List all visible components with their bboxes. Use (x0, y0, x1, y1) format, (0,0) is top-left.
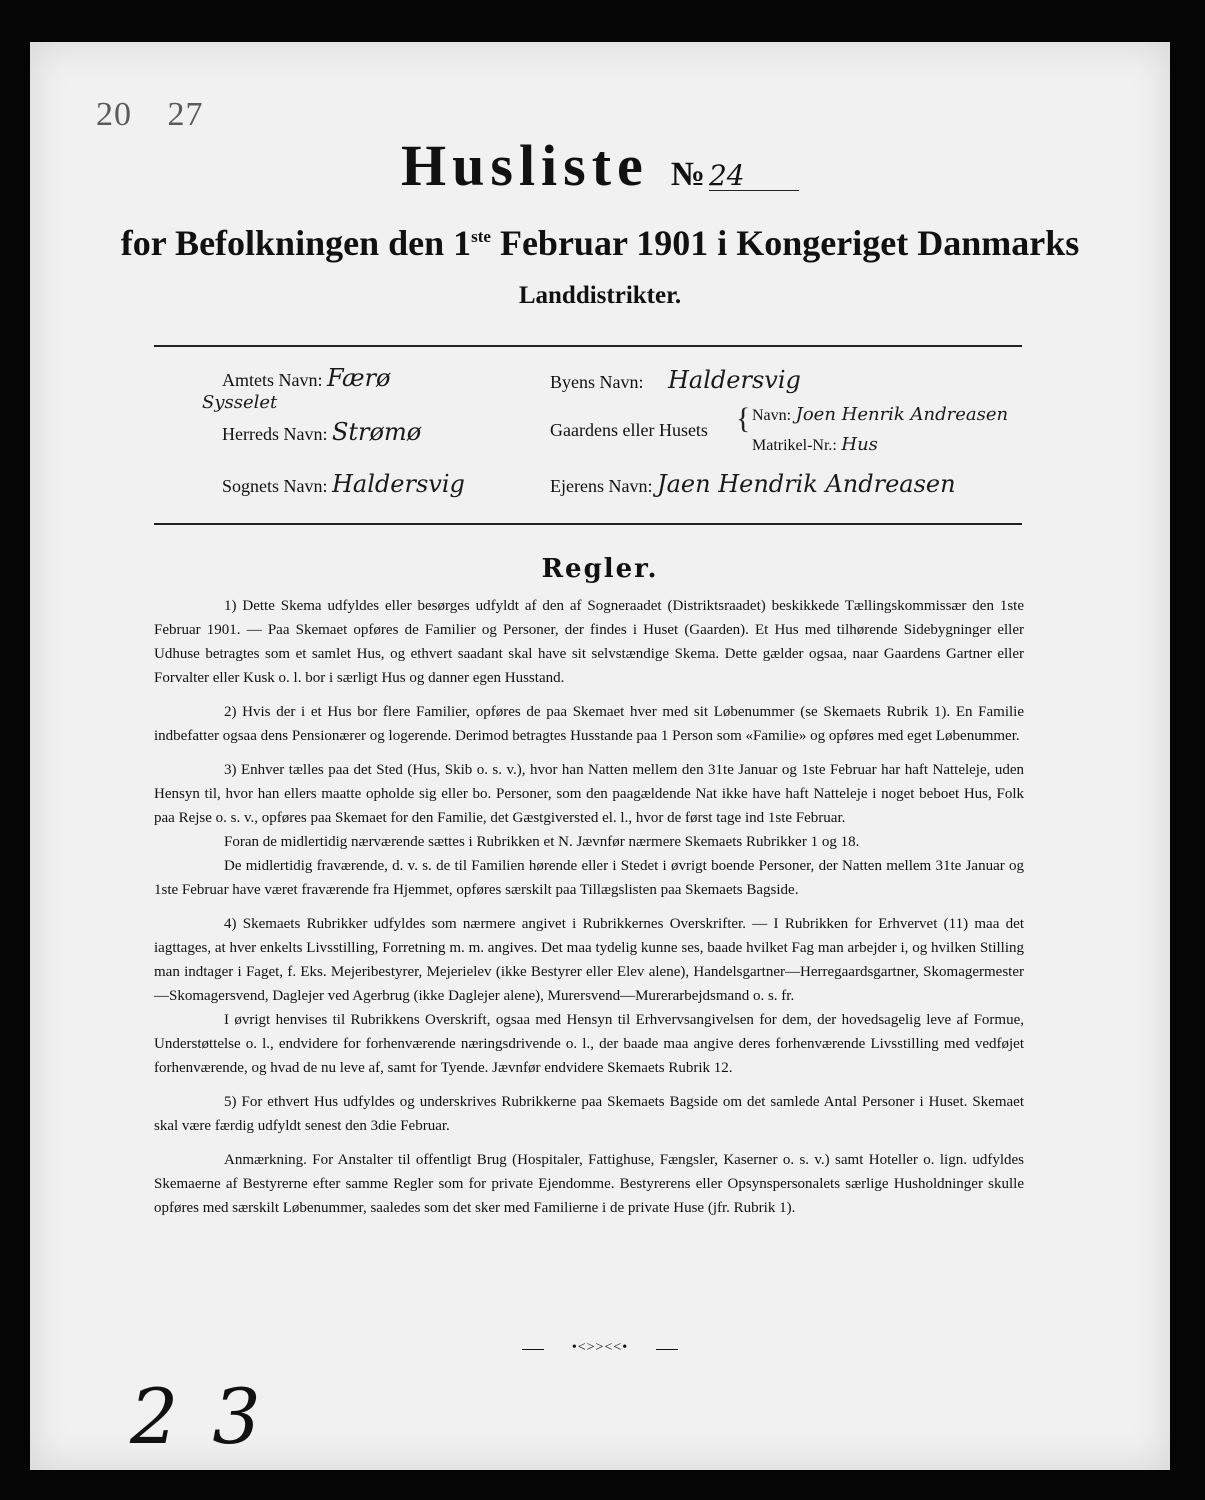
archive-number-1: 20 (96, 96, 132, 133)
herred-value: Strømø (331, 418, 422, 446)
navn-field (752, 404, 1008, 425)
rule-2: 2) Hvis der i et Hus bor flere Familier, opføres de paa Skemaet hver med sit Løbenummer (se Skemaets Rubrik 1). En Familie indbefatter ogsaa dens Pensionærer og logerende. Derimod betragtes Husstande paa 1 Person som «Familie» og opføres med eget Løbenummer. (154, 704, 1024, 744)
amt-label: Amtets Navn: (222, 370, 323, 390)
ejer-field (550, 470, 956, 498)
brace-icon: { (736, 402, 751, 435)
decorative-ornament: •<>><<• (530, 1340, 670, 1356)
herred-field (222, 418, 421, 446)
amt-value: Færø (327, 364, 391, 392)
gaard-label: Gaardens eller Husets (550, 420, 708, 440)
subtitle-part-2: Februar 1901 i Kongeriget Danmarks (490, 223, 1080, 263)
by-label: Byens Navn: (550, 372, 644, 392)
title-row (30, 132, 1170, 199)
sogn-field (222, 470, 465, 498)
form-subtitle (30, 222, 1170, 264)
subtitle-superscript: ste (471, 227, 491, 246)
navn-value: Joen Henrik Andreasen (795, 404, 1009, 425)
sogn-value: Haldersvig (332, 470, 465, 498)
annotation-note: Anmærkning. For Anstalter til offentligt Brug (Hospitaler, Fattighuse, Fængsler, Kaserner o. s. v.) samt Hoteller o. lign. udfyldes Skemaerne af Bestyrerne efter samme Regler som for private Ejendomme. Bestyrerens eller Opsynspersonalets særlige Husholdninger skulle opføres med særskilt Løbenummer, saaledes som det sker med Familierne i de private Huse (jfr. Rubrik 1). (154, 1152, 1024, 1216)
ejer-label: Ejerens Navn: (550, 476, 653, 496)
district-heading: Landdistrikter. (518, 282, 682, 309)
matrikel-field (752, 434, 878, 455)
form-title: Husliste (401, 133, 649, 198)
rule-5: 5) For ethvert Hus udfyldes og underskrives Rubrikkerne paa Skemaets Bagside om det samlede Antal Personer i Huset. Skemaet skal være færdig udfyldt senest den 3die Februar. (154, 1094, 1024, 1134)
archive-number-2: 27 (167, 96, 204, 133)
rule-4: 4) Skemaets Rubrikker udfyldes som nærmere angivet i Rubrikkernes Overskrifter. — I Rubrikken for Erhvervet (11) maa det iagttages, at hver enkelts Livsstilling, Forretning m. m. angives. Det maa tydelig kunne ses, baade hvilket Fag man arbejder i, og hvilken Stilling man indtager i Faget, f. Eks. Mejeribestyrer, Mejerielev (ikke Bestyrer eller Elev alene), Handelsgartner—Herregaardsgartner, Skomagermester—Skomagersvend, Daglejer ved Agerbrug (ikke Daglejer alene), Murersvend—Murerarbejdsmand o. s. fr. (154, 916, 1024, 1004)
herred-label: Herreds Navn: (222, 424, 328, 444)
matrikel-value: Hus (841, 434, 878, 455)
amt-field (222, 364, 391, 392)
rule-1: 1) Dette Skema udfyldes eller besørges udfyldt af den af Sogneraadet (Distriktsraadet) beskikkede Tællingskommissær den 1ste Februar 1901. — Paa Skemaet opføres de Familier og Personer, der findes i Huset (Gaarden). Et Hus med tilhørende Sidebygninger eller Udhuse betragtes som et samlet Hus, og ethvert saadant skal have sit selvstændige Skema. Dette gælder ogsaa, naar Gaardens Gartner eller Forvalter eller Kusk o. l. bor i særligt Hus og danner egen Husstand. (154, 598, 1024, 686)
herred-correction-note: Sysselet (202, 392, 278, 413)
rules-heading: Regler. (541, 554, 659, 584)
rule-3-continued-a: Foran de midlertidig nærværende sættes i Rubrikken et N. Jævnfør nærmere Skemaets Rubrikker 1 og 18. (224, 834, 860, 850)
sogn-label: Sognets Navn: (222, 476, 328, 496)
matrikel-label: Matrikel-Nr.: (752, 437, 837, 454)
bottom-divider (154, 523, 1022, 525)
rule-4-continued: I øvrigt henvises til Rubrikkens Overskrift, ogsaa med Hensyn til Erhvervsangivelsen for dem, der hovedsagelig leve af Formue, Understøttelse o. l., endvidere for forhenværende næringsdrivende o. l., der baade maa angive deres forhenværende Livsstilling med vedføjet forhenværende, og hvad de nu leve af, samt for Tyende. Jævnfør endvidere Skemaets Rubrik 12. (154, 1012, 1024, 1076)
ejer-value: Jaen Hendrik Andreasen (656, 470, 956, 498)
rule-3-continued-b: De midlertidig fraværende, d. v. s. de til Familien hørende eller i Stedet i øvrigt boende Personer, der Natten mellem 31te Januar og 1ste Februar have været fraværende fra Hjemmet, opføres særskilt paa Tillægslisten paa Skemaets Bagside. (154, 858, 1024, 898)
number-sign: № (670, 156, 705, 193)
top-divider (154, 345, 1022, 347)
archive-reference-numbers (96, 96, 230, 134)
handwritten-page-number: 23 (130, 1372, 295, 1461)
house-list-number: 24 (709, 162, 799, 191)
by-value: Haldersvig (668, 366, 801, 394)
rule-3: 3) Enhver tælles paa det Sted (Hus, Skib o. s. v.), hvor han Natten mellem den 31te Januar og 1ste Februar har haft Natteleje, uden Hensyn til, hvor han ellers maatte opholde sig eller bo. Personer, som den paagældende Nat ikke have haft Natteleje i noget beboet Hus, Folk paa Rejse o. s. v., opføres paa Skemaet for den Familie, det Gæstgiversted el. l., hvor de først tage ind 1ste Februar. (154, 762, 1024, 826)
rules-text (154, 594, 1024, 1230)
subtitle-part-1: for Befolkningen den 1 (120, 223, 472, 263)
navn-label: Navn: (752, 407, 792, 424)
by-field (550, 366, 801, 394)
census-form-page (30, 42, 1170, 1470)
